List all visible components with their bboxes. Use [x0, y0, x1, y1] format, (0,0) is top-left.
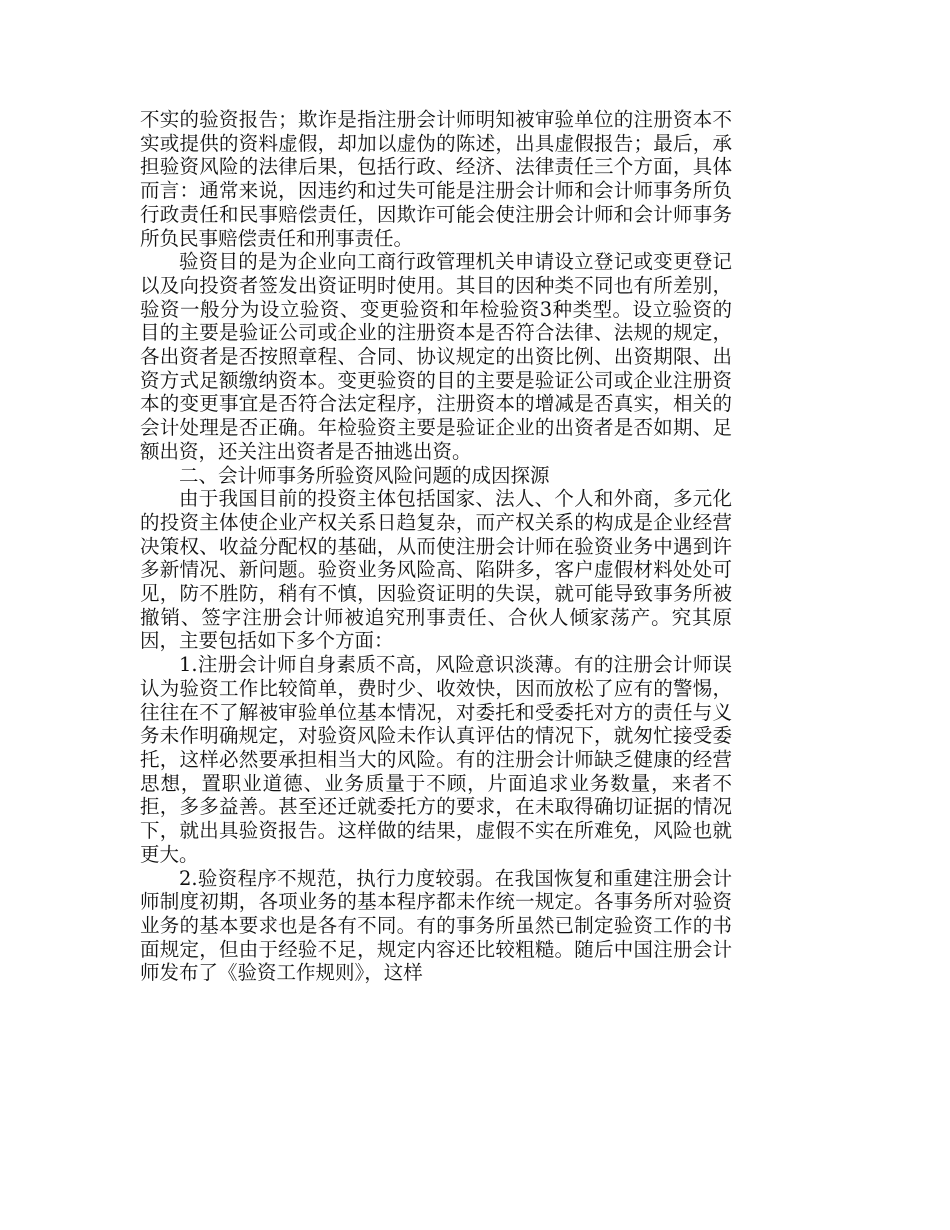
section-heading: 二、会计师事务所验资风险问题的成因探源	[179, 463, 550, 487]
paragraph-cause-2: 2.验资程序不规范，执行力度较弱。在我国恢复和重建注册会计师制度初期，各项业务的基本程序都未作统一规定。各事务所对验资业务的基本要求也是各有不同。有的事务所虽然已制定验资工作的书面规定，但由于经验不足，规定内容还比较粗糙。随后中国注册会计师发布了《验资工作规则》，这样	[140, 866, 732, 985]
paragraph-verification-purpose: 验资目的是为企业向工商行政管理机关申请设立登记或变更登记以及向投资者签发出资证明时使用。其目的因种类不同也有所差别，验资一般分为设立验资、变更验资和年检验资3种类型。设立验资的目的主要是验证公司或企业的注册资本是否符合法律、法规的规定，各出资者是否按照章程、合同、协议规定的出资比例、出资期限、出资方式足额缴纳资本。变更验资的目的主要是验证公司或企业注册资本的变更事宜是否符合法定程序，注册资本的增减是否真实，相关的会计处理是否正确。年检验资主要是验证企业的出资者是否如期、足额出资，还关注出资者是否抽逃出资。	[140, 250, 732, 463]
paragraph-causes-intro: 由于我国目前的投资主体包括国家、法人、个人和外商，多元化的投资主体使企业产权关系日趋复杂，而产权关系的构成是企业经营决策权、收益分配权的基础，从而使注册会计师在验资业务中遇到许多新情况、新问题。验资业务风险高、陷阱多，客户虚假材料处处可见，防不胜防，稍有不慎，因验资证明的失误，就可能导致事务所被撤销、签字注册会计师被追究刑事责任、合伙人倾家荡产。究其原因，主要包括如下多个方面：	[140, 487, 732, 653]
paragraph-cause-1: 1.注册会计师自身素质不高，风险意识淡薄。有的注册会计师误认为验资工作比较简单，费时少、收效快，因而放松了应有的警惕，往往在不了解被审验单位基本情况，对委托和受委托对方的责任与义务未作明确规定，对验资风险未作认真评估的情况下，就匆忙接受委托，这样必然要承担相当大的风险。有的注册会计师缺乏健康的经营思想，置职业道德、业务质量于不顾，片面追求业务数量，来者不拒，多多益善。甚至还迁就委托方的要求，在未取得确切证据的情况下，就出具验资报告。这样做的结果，虚假不实在所难免，风险也就更大。	[140, 653, 732, 866]
document-page	[140, 108, 732, 985]
paragraph-legal-liability: 不实的验资报告；欺诈是指注册会计师明知被审验单位的注册资本不实或提供的资料虚假，却加以虚伪的陈述，出具虚假报告；最后，承担验资风险的法律后果，包括行政、经济、法律责任三个方面，具体而言：通常来说，因违约和过失可能是注册会计师和会计师事务所负行政责任和民事赔偿责任，因欺诈可能会使注册会计师和会计师事务所负民事赔偿责任和刑事责任。	[140, 108, 732, 250]
